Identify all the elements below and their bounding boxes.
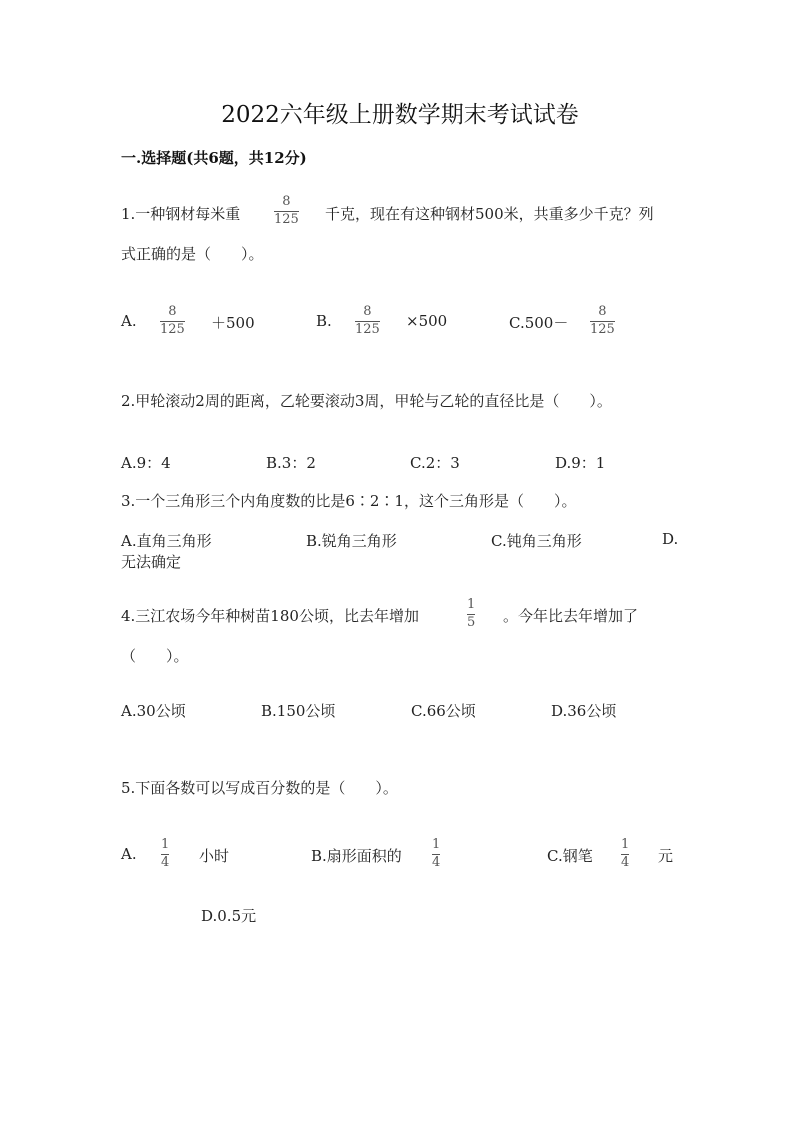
q1-text-end: 千克，现在有这种钢材500米，共重多少千克？列 — [325, 205, 654, 223]
fraction-denominator: 4 — [432, 854, 441, 870]
q1-option-c-fraction — [590, 305, 615, 336]
q5-option-d: D.0.5元 — [201, 907, 257, 925]
q1-text-start: 1.一种钢材每米重 — [121, 205, 241, 223]
q4-text-end: 。今年比去年增加了 — [503, 607, 639, 625]
q4-option-b: B.150公顷 — [261, 702, 336, 720]
q5-option-c-fraction — [621, 838, 629, 869]
fraction-denominator: 125 — [274, 211, 299, 227]
q1-option-b-fraction — [355, 305, 380, 336]
q2-option-b: B.3：2 — [266, 454, 316, 472]
q5-option-a-label: A. — [121, 845, 137, 863]
q1-text-line2: 式正确的是（ ）。 — [121, 245, 264, 263]
q5-option-a-fraction — [161, 838, 169, 869]
q5-option-b-label: B.扇形面积的 — [311, 847, 402, 865]
q4-option-c: C.66公顷 — [411, 702, 476, 720]
q2-option-c: C.2：3 — [410, 454, 460, 472]
q2-option-d: D.9：1 — [555, 454, 606, 472]
q4-text-start: 4.三江农场今年种树苗180公顷，比去年增加 — [121, 607, 419, 625]
q1-option-a-fraction — [160, 305, 185, 336]
q5-option-c-tail: 元 — [658, 847, 674, 865]
q2-text: 2.甲轮滚动2周的距离，乙轮要滚动3周，甲轮与乙轮的直径比是（ ）。 — [121, 392, 612, 410]
q3-option-c: C.钝角三角形 — [491, 532, 582, 550]
q3-option-d-continued: 无法确定 — [121, 553, 182, 571]
q5-option-a-tail: 小时 — [199, 847, 230, 865]
q4-text-line2: （ ）。 — [121, 647, 189, 665]
fraction-numerator: 1 — [161, 837, 170, 852]
fraction-numerator: 1 — [432, 837, 441, 852]
q1-option-c-label: C.500－ — [509, 314, 569, 332]
q3-option-d: D. — [662, 530, 679, 548]
fraction-numerator: 8 — [598, 304, 607, 319]
q1-option-b-tail: ×500 — [406, 312, 448, 330]
fraction-numerator: 1 — [467, 597, 476, 612]
q3-option-a: A.直角三角形 — [121, 532, 212, 550]
fraction-denominator: 4 — [161, 854, 170, 870]
q3-option-b: B.锐角三角形 — [306, 532, 397, 550]
q4-option-d: D.36公顷 — [551, 702, 617, 720]
fraction-denominator: 4 — [621, 854, 630, 870]
q1-option-a-label: A. — [121, 312, 137, 330]
fraction-numerator: 8 — [168, 304, 177, 319]
q1-option-a-tail: ＋500 — [211, 314, 255, 332]
fraction-denominator: 125 — [160, 321, 185, 337]
section-heading: 一.选择题(共6题，共12分) — [121, 149, 307, 167]
q5-option-b-fraction — [432, 838, 440, 869]
fraction-denominator: 125 — [355, 321, 380, 337]
q5-text: 5.下面各数可以写成百分数的是（ ）。 — [121, 779, 398, 797]
q1-option-b-label: B. — [316, 312, 332, 330]
q4-option-a: A.30公顷 — [121, 702, 186, 720]
fraction-denominator: 125 — [590, 321, 615, 337]
fraction-numerator: 1 — [621, 837, 630, 852]
fraction-denominator: 5 — [467, 614, 476, 630]
q3-text: 3.一个三角形三个内角度数的比是6∶2∶1，这个三角形是（ ）。 — [121, 492, 577, 510]
q5-option-c-label: C.钢笔 — [547, 847, 593, 865]
q4-fraction — [467, 598, 475, 629]
q1-fraction — [274, 195, 299, 226]
page-title: 2022六年级上册数学期末考试试卷 — [221, 102, 579, 128]
q2-option-a: A.9：4 — [121, 454, 171, 472]
fraction-numerator: 8 — [363, 304, 372, 319]
fraction-numerator: 8 — [282, 194, 291, 209]
